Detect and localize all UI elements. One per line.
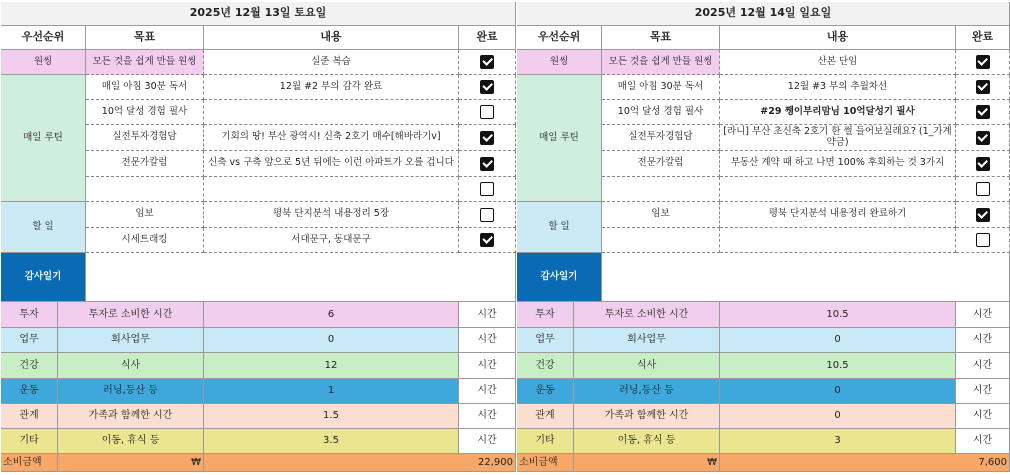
time-category: 건강 [1,353,58,379]
time-value[interactable]: 1.5 [204,404,459,429]
time-activity: 투자로 소비한 시간 [58,302,204,328]
time-value[interactable]: 0 [720,404,956,429]
content-cell[interactable]: 평북 단지분석 내용정리 5장 [204,202,459,228]
time-unit: 시간 [956,328,1010,353]
spend-currency: ₩ [58,454,204,472]
time-activity: 러닝,등산 등 [574,379,720,404]
time-value[interactable]: 10.5 [720,302,956,328]
time-unit: 시간 [956,429,1010,454]
goal-cell[interactable]: 모든 것을 쉽게 만들 원씽 [86,50,204,75]
goal-cell[interactable]: 시세트래킹 [86,228,204,253]
time-category: 투자 [517,302,574,328]
goal-cell[interactable]: 매일 아침 30분 독서 [602,75,720,100]
gratitude-label: 감사일기 [1,253,86,302]
checkbox-checked[interactable] [976,131,990,145]
checkbox-checked[interactable] [976,55,990,69]
col-header-done: 완료 [459,26,516,50]
time-category: 관계 [517,404,574,429]
time-category: 운동 [517,379,574,404]
time-value[interactable]: 10.5 [720,353,956,379]
content-cell[interactable]: #29 쨍이부리맘님 10억달성기 필사 [720,100,956,125]
section-daily-routine-label: 매일 루틴 [1,75,86,202]
time-value[interactable]: 12 [204,353,459,379]
checkbox-unchecked[interactable] [480,182,494,196]
spend-label: 소비금액 [1,454,58,472]
checkbox-checked[interactable] [480,131,494,145]
section-onething-label: 원씽 [1,50,86,75]
goal-cell[interactable]: 실전투자경험담 [86,125,204,151]
time-activity: 회사업무 [574,328,720,353]
col-header-content: 내용 [204,26,459,50]
done-cell[interactable] [956,177,1010,202]
content-cell[interactable]: 실준 복습 [204,50,459,75]
checkbox-unchecked[interactable] [976,233,990,247]
checkbox-checked[interactable] [976,208,990,222]
done-cell[interactable] [956,100,1010,125]
time-activity: 투자로 소비한 시간 [574,302,720,328]
content-cell[interactable]: 서대문구, 동대문구 [204,228,459,253]
gratitude-journal-field[interactable] [602,253,1010,302]
content-cell[interactable]: 평북 단지분석 내용정리 완료하기 [720,202,956,228]
content-cell[interactable] [720,177,956,202]
time-activity: 식사 [58,353,204,379]
goal-cell[interactable]: 10억 달성 경험 필사 [86,100,204,125]
time-category: 기타 [517,429,574,454]
section-daily-routine-label: 매일 루틴 [517,75,602,202]
time-value[interactable]: 0 [720,379,956,404]
goal-cell[interactable] [602,177,720,202]
time-activity: 이동, 휴식 등 [574,429,720,454]
checkbox-checked[interactable] [480,55,494,69]
time-activity: 식사 [574,353,720,379]
done-cell[interactable] [459,202,516,228]
section-todo-label: 할 일 [517,202,602,253]
checkbox-checked[interactable] [480,157,494,171]
checkbox-checked[interactable] [976,157,990,171]
time-category: 건강 [517,353,574,379]
time-unit: 시간 [459,328,516,353]
col-header-goal: 목표 [602,26,720,50]
done-cell[interactable] [459,228,516,253]
day-panel-left [1,2,516,472]
content-cell[interactable]: [라니] 부산 초신축 2호기 한 썰 들어보실래요? (1_가계약금) [720,125,956,151]
time-unit: 시간 [956,353,1010,379]
done-cell[interactable] [956,202,1010,228]
time-value[interactable]: 0 [720,328,956,353]
content-cell[interactable]: 기회의 땅! 부산 광역시! 신축 2호기 매수[해바라기v] [204,125,459,151]
content-cell[interactable]: 신축 vs 구축 앞으로 5년 뒤에는 이런 아파트가 오를 겁니다 [204,151,459,177]
time-activity: 이동, 휴식 등 [58,429,204,454]
col-header-goal: 목표 [86,26,204,50]
checkbox-unchecked[interactable] [976,182,990,196]
time-unit: 시간 [956,404,1010,429]
done-cell[interactable] [956,151,1010,177]
time-unit: 시간 [956,379,1010,404]
checkbox-unchecked[interactable] [480,105,494,119]
goal-cell[interactable]: 매일 아침 30분 독서 [86,75,204,100]
time-unit: 시간 [459,302,516,328]
time-category: 기타 [1,429,58,454]
done-cell[interactable] [459,177,516,202]
done-cell[interactable] [956,75,1010,100]
content-cell[interactable]: 12월 #2 부의 감각 완료 [204,75,459,100]
time-unit: 시간 [459,379,516,404]
content-cell[interactable] [204,100,459,125]
content-cell[interactable]: 산본 단임 [720,50,956,75]
goal-cell[interactable]: 10억 달성 경험 필사 [602,100,720,125]
goal-cell[interactable]: 모든 것을 쉽게 만들 원씽 [602,50,720,75]
time-activity: 가족과 함께한 시간 [574,404,720,429]
spend-amount[interactable]: 7,600 [720,454,1010,472]
checkbox-checked[interactable] [480,80,494,94]
time-unit: 시간 [459,353,516,379]
col-header-priority: 우선순위 [1,26,86,50]
done-cell[interactable] [459,100,516,125]
goal-cell[interactable]: 임보 [602,202,720,228]
time-activity: 가족과 함께한 시간 [58,404,204,429]
time-category: 운동 [1,379,58,404]
time-value[interactable]: 6 [204,302,459,328]
done-cell[interactable] [956,228,1010,253]
checkbox-unchecked[interactable] [480,208,494,222]
goal-cell[interactable] [86,177,204,202]
day-date-header: 2025년 12월 13일 토요일 [1,2,516,26]
time-category: 관계 [1,404,58,429]
spend-amount[interactable]: 22,900 [204,454,516,472]
day-panel-right [517,2,1010,472]
time-category: 업무 [517,328,574,353]
goal-cell[interactable]: 전문가칼럼 [86,151,204,177]
goal-cell[interactable]: 실전투자경험담 [602,125,720,151]
gratitude-journal-field[interactable] [86,253,516,302]
spend-currency: ₩ [574,454,720,472]
done-cell[interactable] [459,75,516,100]
time-value[interactable]: 1 [204,379,459,404]
time-value[interactable]: 0 [204,328,459,353]
day-date-header: 2025년 12월 14일 일요일 [517,2,1010,26]
content-cell[interactable] [204,177,459,202]
spend-label: 소비금액 [517,454,574,472]
goal-cell[interactable] [602,228,720,253]
checkbox-checked[interactable] [480,233,494,247]
content-cell[interactable]: 부동산 계약 때 하고 나면 100% 후회하는 것 3가지 [720,151,956,177]
time-activity: 회사업무 [58,328,204,353]
content-cell[interactable]: 12월 #3 부의 추월차선 [720,75,956,100]
checkbox-checked[interactable] [976,80,990,94]
done-cell[interactable] [459,50,516,75]
col-header-done: 완료 [956,26,1010,50]
time-unit: 시간 [956,302,1010,328]
done-cell[interactable] [956,50,1010,75]
col-header-priority: 우선순위 [517,26,602,50]
col-header-content: 내용 [720,26,956,50]
section-onething-label: 원씽 [517,50,602,75]
gratitude-label: 감사일기 [517,253,602,302]
goal-cell[interactable]: 임보 [86,202,204,228]
time-category: 업무 [1,328,58,353]
section-todo-label: 할 일 [1,202,86,253]
time-activity: 러닝,등산 등 [58,379,204,404]
done-cell[interactable] [459,151,516,177]
goal-cell[interactable]: 전문가칼럼 [602,151,720,177]
time-unit: 시간 [459,404,516,429]
content-cell[interactable] [720,228,956,253]
checkbox-checked[interactable] [976,105,990,119]
time-category: 투자 [1,302,58,328]
time-value[interactable]: 3 [720,429,956,454]
done-cell[interactable] [956,125,1010,151]
time-unit: 시간 [459,429,516,454]
done-cell[interactable] [459,125,516,151]
time-value[interactable]: 3.5 [204,429,459,454]
